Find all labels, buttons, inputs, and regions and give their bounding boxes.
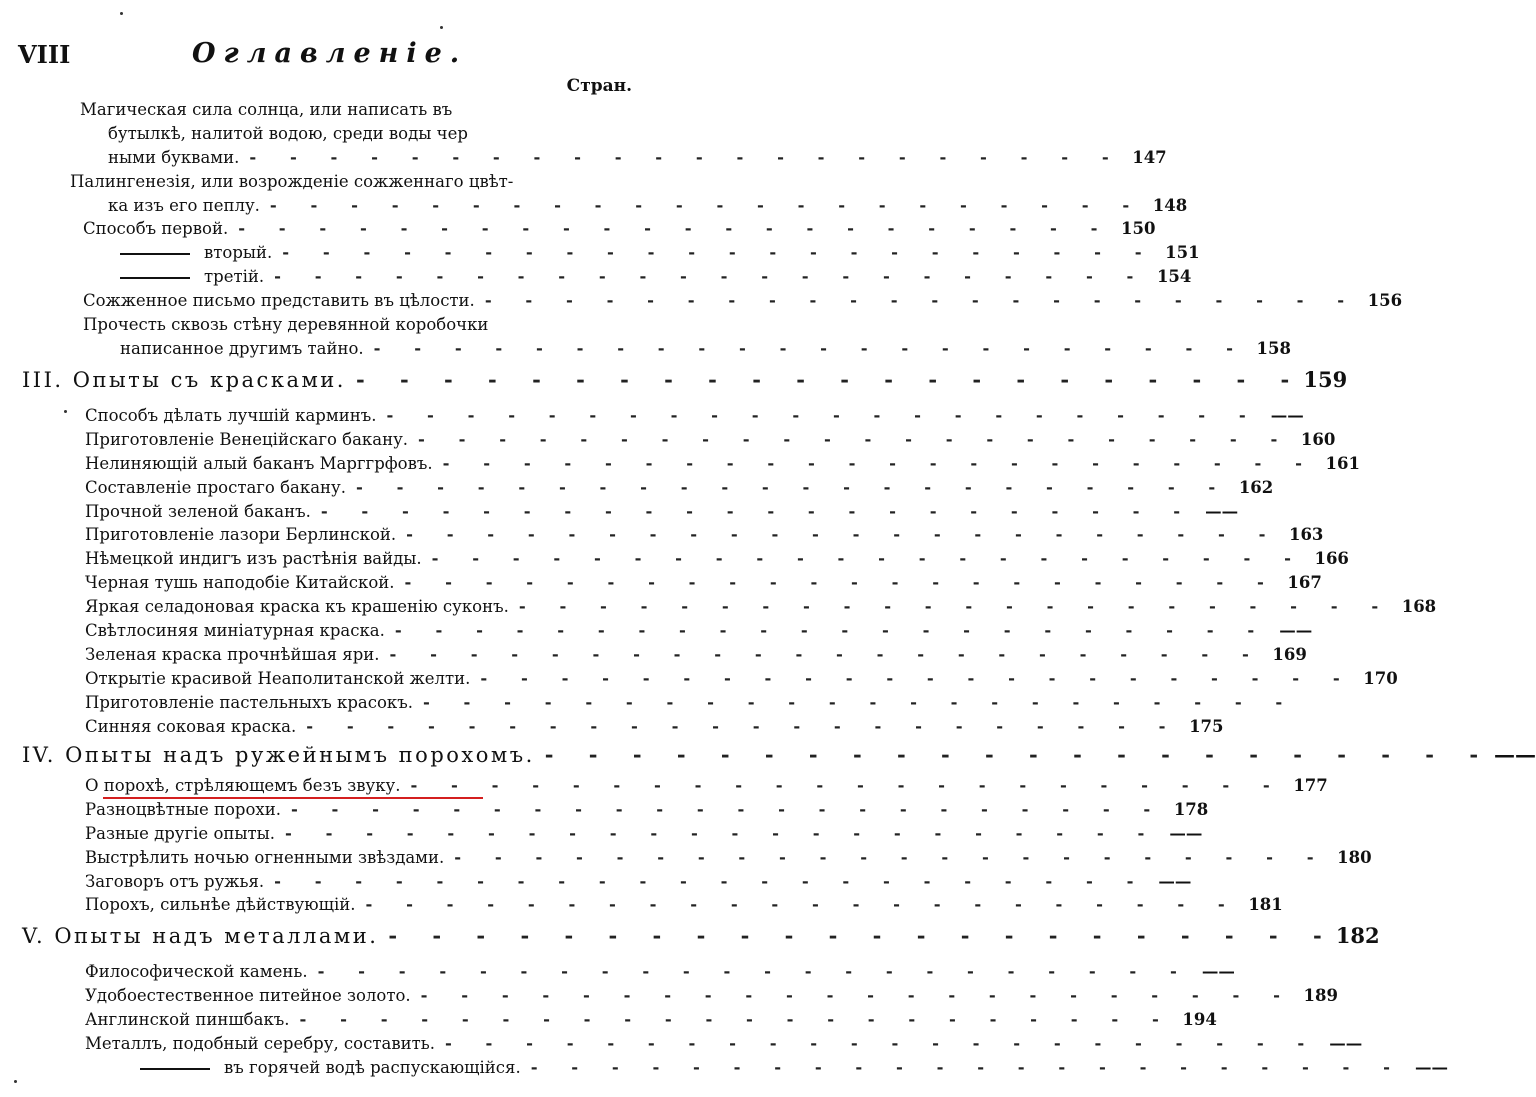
toc-entry-title xyxy=(85,986,411,1005)
leader-dashes: - - - - - - - - - - - - - - - - - - - - - - xyxy=(389,645,1263,664)
toc-entry-text: ка изъ его пеплу. xyxy=(108,196,260,215)
toc-entry-text: Порохъ, сильнѣе дѣйствующій. xyxy=(85,895,356,914)
toc-entry xyxy=(80,100,638,124)
toc-entry xyxy=(85,1034,1363,1058)
leader-dashes: - - - - - - - - - - - - - - - - - - - - - - xyxy=(530,1058,1404,1077)
toc-page-number: 156 xyxy=(1367,291,1403,310)
toc-entry-text: Сожженное письмо представить въ цѣлости. xyxy=(83,291,475,310)
toc-entry-text: Прочной зеленой баканъ. xyxy=(85,502,311,521)
toc-entry-title xyxy=(85,430,408,449)
toc-entry-title xyxy=(83,219,228,238)
toc-page-number: —— xyxy=(1169,824,1203,843)
toc-entry-text: Металлъ, подобный серебру, составить. xyxy=(85,1034,435,1053)
toc-entry-title xyxy=(108,196,260,215)
toc-entry xyxy=(108,124,638,148)
toc-page-number: 169 xyxy=(1272,645,1307,664)
toc-entry-text: Удобоестественное питейное золото. xyxy=(85,986,411,1005)
toc-entry xyxy=(85,962,1235,986)
leader-dashes: - - - - - - - - - - - - - - - - - - - - - - xyxy=(238,219,1112,238)
toc-page-number: 163 xyxy=(1288,525,1324,544)
toc-entry-title xyxy=(85,895,355,914)
toc-entry-title xyxy=(85,776,400,795)
toc-entry-text: въ горячей водѣ распускающійся. xyxy=(224,1058,521,1077)
toc-page-number: 160 xyxy=(1300,430,1336,449)
toc-entry-text: Прочесть сквозь стѣну деревянной коробочки xyxy=(83,315,489,334)
toc-entry-title xyxy=(120,339,364,358)
toc-entry xyxy=(140,1058,1448,1082)
toc-page-number: 158 xyxy=(1256,339,1291,358)
toc-page-number: 147 xyxy=(1132,148,1167,167)
toc-entry-title xyxy=(85,693,413,712)
ditto-dash xyxy=(140,1068,210,1070)
toc-entry xyxy=(120,339,1291,363)
toc-entry-text: Магическая сила солнца, или написать въ xyxy=(80,100,453,119)
toc-page-number: 181 xyxy=(1248,895,1283,914)
toc-entry-text: III. Опыты съ красками. xyxy=(22,368,346,392)
toc-page-number: —— xyxy=(1494,742,1536,767)
leader-dashes: - - - - - - - - - - - - - - - - - - - - - - xyxy=(454,848,1328,867)
ink-speck xyxy=(14,1080,17,1083)
leader-dashes: - - - - - - - - - - - - - - - - - - - - - - xyxy=(404,573,1278,592)
page-number: VIII xyxy=(18,40,71,69)
toc-entry xyxy=(120,243,1200,267)
leader-dashes: - - - - - - - - - - - - - - - - - - - - - - xyxy=(269,196,1144,215)
ditto-dash xyxy=(120,253,190,255)
page-title: Оглавленіе. xyxy=(192,38,468,69)
leader-dashes: - - - - - - - - - - - - - - - - - - - - - - xyxy=(518,597,1393,616)
toc-page-number: 180 xyxy=(1337,848,1372,867)
red-underline-annotation xyxy=(103,797,483,799)
leader-dashes: - - - - - - - - - - - - - - - - - - - - - - xyxy=(355,478,1230,497)
toc-entry xyxy=(85,848,1372,872)
leader-dashes: - - - - - - - - - - - - - - - - - - - - - - xyxy=(306,717,1180,736)
toc-entry-title xyxy=(85,1010,290,1029)
toc-entry xyxy=(85,895,1283,919)
toc-entry xyxy=(85,693,1297,717)
toc-entry-title xyxy=(108,148,239,167)
leader-dashes: - - - - - - - - - - - - - - - - - - - - - - xyxy=(422,693,1297,712)
toc-page-number: 167 xyxy=(1287,573,1322,592)
toc-entry-text: Способъ первой. xyxy=(83,219,229,238)
section-heading xyxy=(22,367,1348,392)
ink-speck xyxy=(64,410,67,413)
toc-entry-title xyxy=(85,549,422,568)
toc-page-number: 194 xyxy=(1182,1010,1217,1029)
leader-dashes: - - - - - - - - - - - - - - - - - - - - - - xyxy=(299,1010,1173,1029)
leader-dashes: - - - - - - - - - - - - - - - - - - - - - - xyxy=(320,502,1195,521)
toc-entry xyxy=(108,148,1167,172)
toc-entry-text: Свѣтлосиняя миніатурная краска. xyxy=(85,621,385,640)
toc-entry xyxy=(83,291,1403,315)
section-heading xyxy=(22,923,1380,948)
toc-entry xyxy=(85,549,1349,573)
toc-page-number: 161 xyxy=(1325,454,1360,473)
toc-entry-title xyxy=(85,824,275,843)
toc-entry xyxy=(85,525,1324,549)
section-heading xyxy=(22,742,1536,767)
toc-entry-text: V. Опыты надъ металлами. xyxy=(22,924,379,948)
leader-dashes: - - - - - - - - - - - - - - - - - - - - - - xyxy=(290,800,1165,819)
toc-entry-text: написанное другимъ тайно. xyxy=(120,339,364,358)
toc-page-number: 166 xyxy=(1314,549,1349,568)
toc-entry-title xyxy=(22,743,535,767)
ditto-dash xyxy=(120,277,190,279)
toc-entry-text: О порохѣ, стрѣляющемъ безъ звуку. xyxy=(85,776,401,795)
leader-dashes: - - - - - - - - - - - - - - - - - - - - - - xyxy=(394,621,1269,640)
leader-dashes: - - - - - - - - - - - - - - - - - - - - - - xyxy=(406,525,1280,544)
leader-dashes: - - - - - - - - - - - - - - - - - - - - - - xyxy=(484,291,1359,310)
leader-dashes: - - - - - - - - - - - - - - - - - - - - - - xyxy=(431,549,1305,568)
toc-entry-title xyxy=(85,406,376,425)
toc-page-number: 150 xyxy=(1121,219,1156,238)
toc-entry xyxy=(85,986,1338,1010)
toc-entry-text: Палингенезія, или возрожденіе сожженнаго цвѣт- xyxy=(70,172,514,191)
toc-entry-title xyxy=(85,962,308,981)
toc-entry-text: IV. Опыты надъ ружейнымъ порохомъ. xyxy=(22,743,535,767)
toc-entry-text: вторый. xyxy=(204,243,273,262)
toc-entry-title xyxy=(140,1058,521,1077)
toc-entry-title xyxy=(85,848,444,867)
toc-entry-title xyxy=(22,368,346,392)
toc-page-number: 189 xyxy=(1303,986,1338,1005)
toc-page-number: —— xyxy=(1205,502,1239,521)
toc-entry-text: Нѣмецкой индигъ изъ растѣнія вайды. xyxy=(85,549,422,568)
toc-entry-title xyxy=(108,124,468,143)
toc-entry-text: Выстрѣлить ночью огненными звѣздами. xyxy=(85,848,445,867)
toc-entry-text: ными буквами. xyxy=(108,148,240,167)
toc-entry-title xyxy=(85,872,264,891)
toc-entry-text: Заговоръ отъ ружья. xyxy=(85,872,265,891)
toc-entry-text: Составленіе простаго бакану. xyxy=(85,478,346,497)
toc-entry xyxy=(85,573,1322,597)
toc-entry-text: Разные другіе опыты. xyxy=(85,824,276,843)
toc-entry xyxy=(85,1010,1217,1034)
toc-page-number: 177 xyxy=(1293,776,1328,795)
toc-entry-title xyxy=(85,669,470,688)
toc-page-number: —— xyxy=(1158,872,1192,891)
toc-page-number: —— xyxy=(1270,406,1304,425)
toc-entry xyxy=(85,669,1398,693)
toc-page-number: —— xyxy=(1201,962,1235,981)
toc-entry-text: Приготовленіе пастельныхъ красокъ. xyxy=(85,693,413,712)
toc-entry-text: Яркая селадоновая краска къ крашенію суконъ. xyxy=(85,597,509,616)
toc-entry-title xyxy=(85,800,281,819)
ink-speck xyxy=(120,12,123,15)
toc-entry-text: Разноцвѣтные порохи. xyxy=(85,800,281,819)
toc-entry xyxy=(85,454,1360,478)
toc-entry xyxy=(120,267,1192,291)
toc-page-number: 175 xyxy=(1189,717,1224,736)
toc-entry xyxy=(70,172,638,196)
toc-entry xyxy=(85,645,1307,669)
toc-entry xyxy=(108,196,1188,220)
toc-entry-text: Нелиняющій алый баканъ Марггрфовъ. xyxy=(85,454,433,473)
toc-entry-title xyxy=(83,315,488,334)
toc-entry-title xyxy=(85,502,311,521)
leader-dashes: - - - - - - - - - - - - - - - - - - - - - - xyxy=(317,962,1191,981)
leader-dashes: - - - - - - - - - - - - - - - - - - - - - - xyxy=(420,986,1294,1005)
leader-dashes: - - - - - - - - - - - - - - - - - - - - - - xyxy=(285,824,1159,843)
toc-entry-text: Приготовленіе лазори Берлинской. xyxy=(85,525,397,544)
leader-dashes: - - - - - - - - - - - - - - - - - - - - - - xyxy=(355,367,1304,392)
toc-page-number: 182 xyxy=(1335,923,1380,948)
toc-entry-title xyxy=(85,573,395,592)
toc-page-number: 178 xyxy=(1173,800,1209,819)
page-column-label: Стран. xyxy=(566,76,632,96)
toc-page-number: —— xyxy=(1279,621,1313,640)
leader-dashes: - - - - - - - - - - - - - - - - - - - - - - xyxy=(373,339,1247,358)
toc-entry-title xyxy=(85,597,509,616)
leader-dashes: - - - - - - - - - - - - - - - - - - - - - - xyxy=(444,1034,1319,1053)
toc-entry xyxy=(85,406,1304,430)
toc-entry-title xyxy=(85,645,380,664)
toc-entry xyxy=(83,315,638,339)
toc-entry xyxy=(85,717,1224,741)
toc-entry-text: Англинской пиншбакъ. xyxy=(85,1010,290,1029)
leader-dashes: - - - - - - - - - - - - - - - - - - - - - - xyxy=(410,776,1284,795)
toc-entry-title xyxy=(120,243,272,262)
toc-entry-text: Открытіе красивой Неаполитанской желти. xyxy=(85,669,471,688)
toc-page-number: 168 xyxy=(1401,597,1437,616)
leader-dashes: - - - - - - - - - - - - - - - - - - - - - - xyxy=(480,669,1354,688)
toc-entry-text: третій. xyxy=(204,267,265,286)
leader-dashes: - - - - - - - - - - - - - - - - - - - - - - xyxy=(282,243,1156,262)
leader-dashes: - - - - - - - - - - - - - - - - - - - - - - xyxy=(274,872,1148,891)
toc-entry xyxy=(85,824,1203,848)
toc-entry-title xyxy=(85,717,296,736)
toc-page-number: —— xyxy=(1329,1034,1363,1053)
toc-page-number: 151 xyxy=(1165,243,1200,262)
toc-entry-title xyxy=(85,1034,435,1053)
leader-dashes: - - - - - - - - - - - - - - - - - - - - - - xyxy=(365,895,1239,914)
toc-entry xyxy=(85,872,1192,896)
toc-entry xyxy=(85,597,1437,621)
toc-entry-title xyxy=(85,478,346,497)
leader-dashes: - - - - - - - - - - - - - - - - - - - - - - xyxy=(386,406,1260,425)
toc-entry-title xyxy=(120,267,264,286)
toc-entry xyxy=(85,430,1336,454)
toc-page-number: 170 xyxy=(1363,669,1398,688)
toc-entry-title xyxy=(85,621,385,640)
toc-entry xyxy=(85,502,1239,526)
toc-entry xyxy=(85,478,1274,502)
toc-entry-title xyxy=(80,100,452,119)
toc-entry-title xyxy=(85,454,433,473)
toc-page-number: 162 xyxy=(1238,478,1274,497)
toc-page-number: 154 xyxy=(1156,267,1192,286)
ink-speck xyxy=(440,26,443,29)
toc-entry-text: Способъ дѣлать лучшій карминъ. xyxy=(85,406,377,425)
leader-dashes: - - - - - - - - - - - - - - - - - - - - - - xyxy=(249,148,1123,167)
toc-entry-title xyxy=(70,172,513,191)
leader-dashes: - - - - - - - - - - - - - - - - - - - - - - xyxy=(274,267,1148,286)
leader-dashes: - - - - - - - - - - - - - - - - - - - - - - xyxy=(388,923,1336,948)
toc-entry xyxy=(83,219,1156,243)
toc-entry xyxy=(85,800,1209,824)
toc-entry-title xyxy=(83,291,475,310)
toc-entry-text: Синняя соковая краска. xyxy=(85,717,297,736)
leader-dashes: - - - - - - - - - - - - - - - - - - - - - - xyxy=(418,430,1292,449)
toc-page-number: —— xyxy=(1414,1058,1448,1077)
leader-dashes: - - - - - - - - - - - - - - - - - - - - - - xyxy=(442,454,1316,473)
toc-entry xyxy=(85,621,1313,645)
leader-dashes: - - - - - - - - - - - - - - - - - - - - - - xyxy=(544,742,1493,767)
toc-page-number: 159 xyxy=(1303,367,1348,392)
toc-page-number: 148 xyxy=(1152,196,1188,215)
toc-entry-text: Приготовленіе Венецiйскаго бакану. xyxy=(85,430,409,449)
toc-entry-text: Философической камень. xyxy=(85,962,308,981)
toc-entry-text: Зеленая краска прочнѣйшая яри. xyxy=(85,645,380,664)
toc-entry-title xyxy=(85,525,396,544)
toc-entry-text: бутылкѣ, налитой водою, среди воды чер xyxy=(108,124,468,143)
toc-entry-title xyxy=(22,924,378,948)
toc-entry-text: Черная тушь наподобіе Китайской. xyxy=(85,573,395,592)
